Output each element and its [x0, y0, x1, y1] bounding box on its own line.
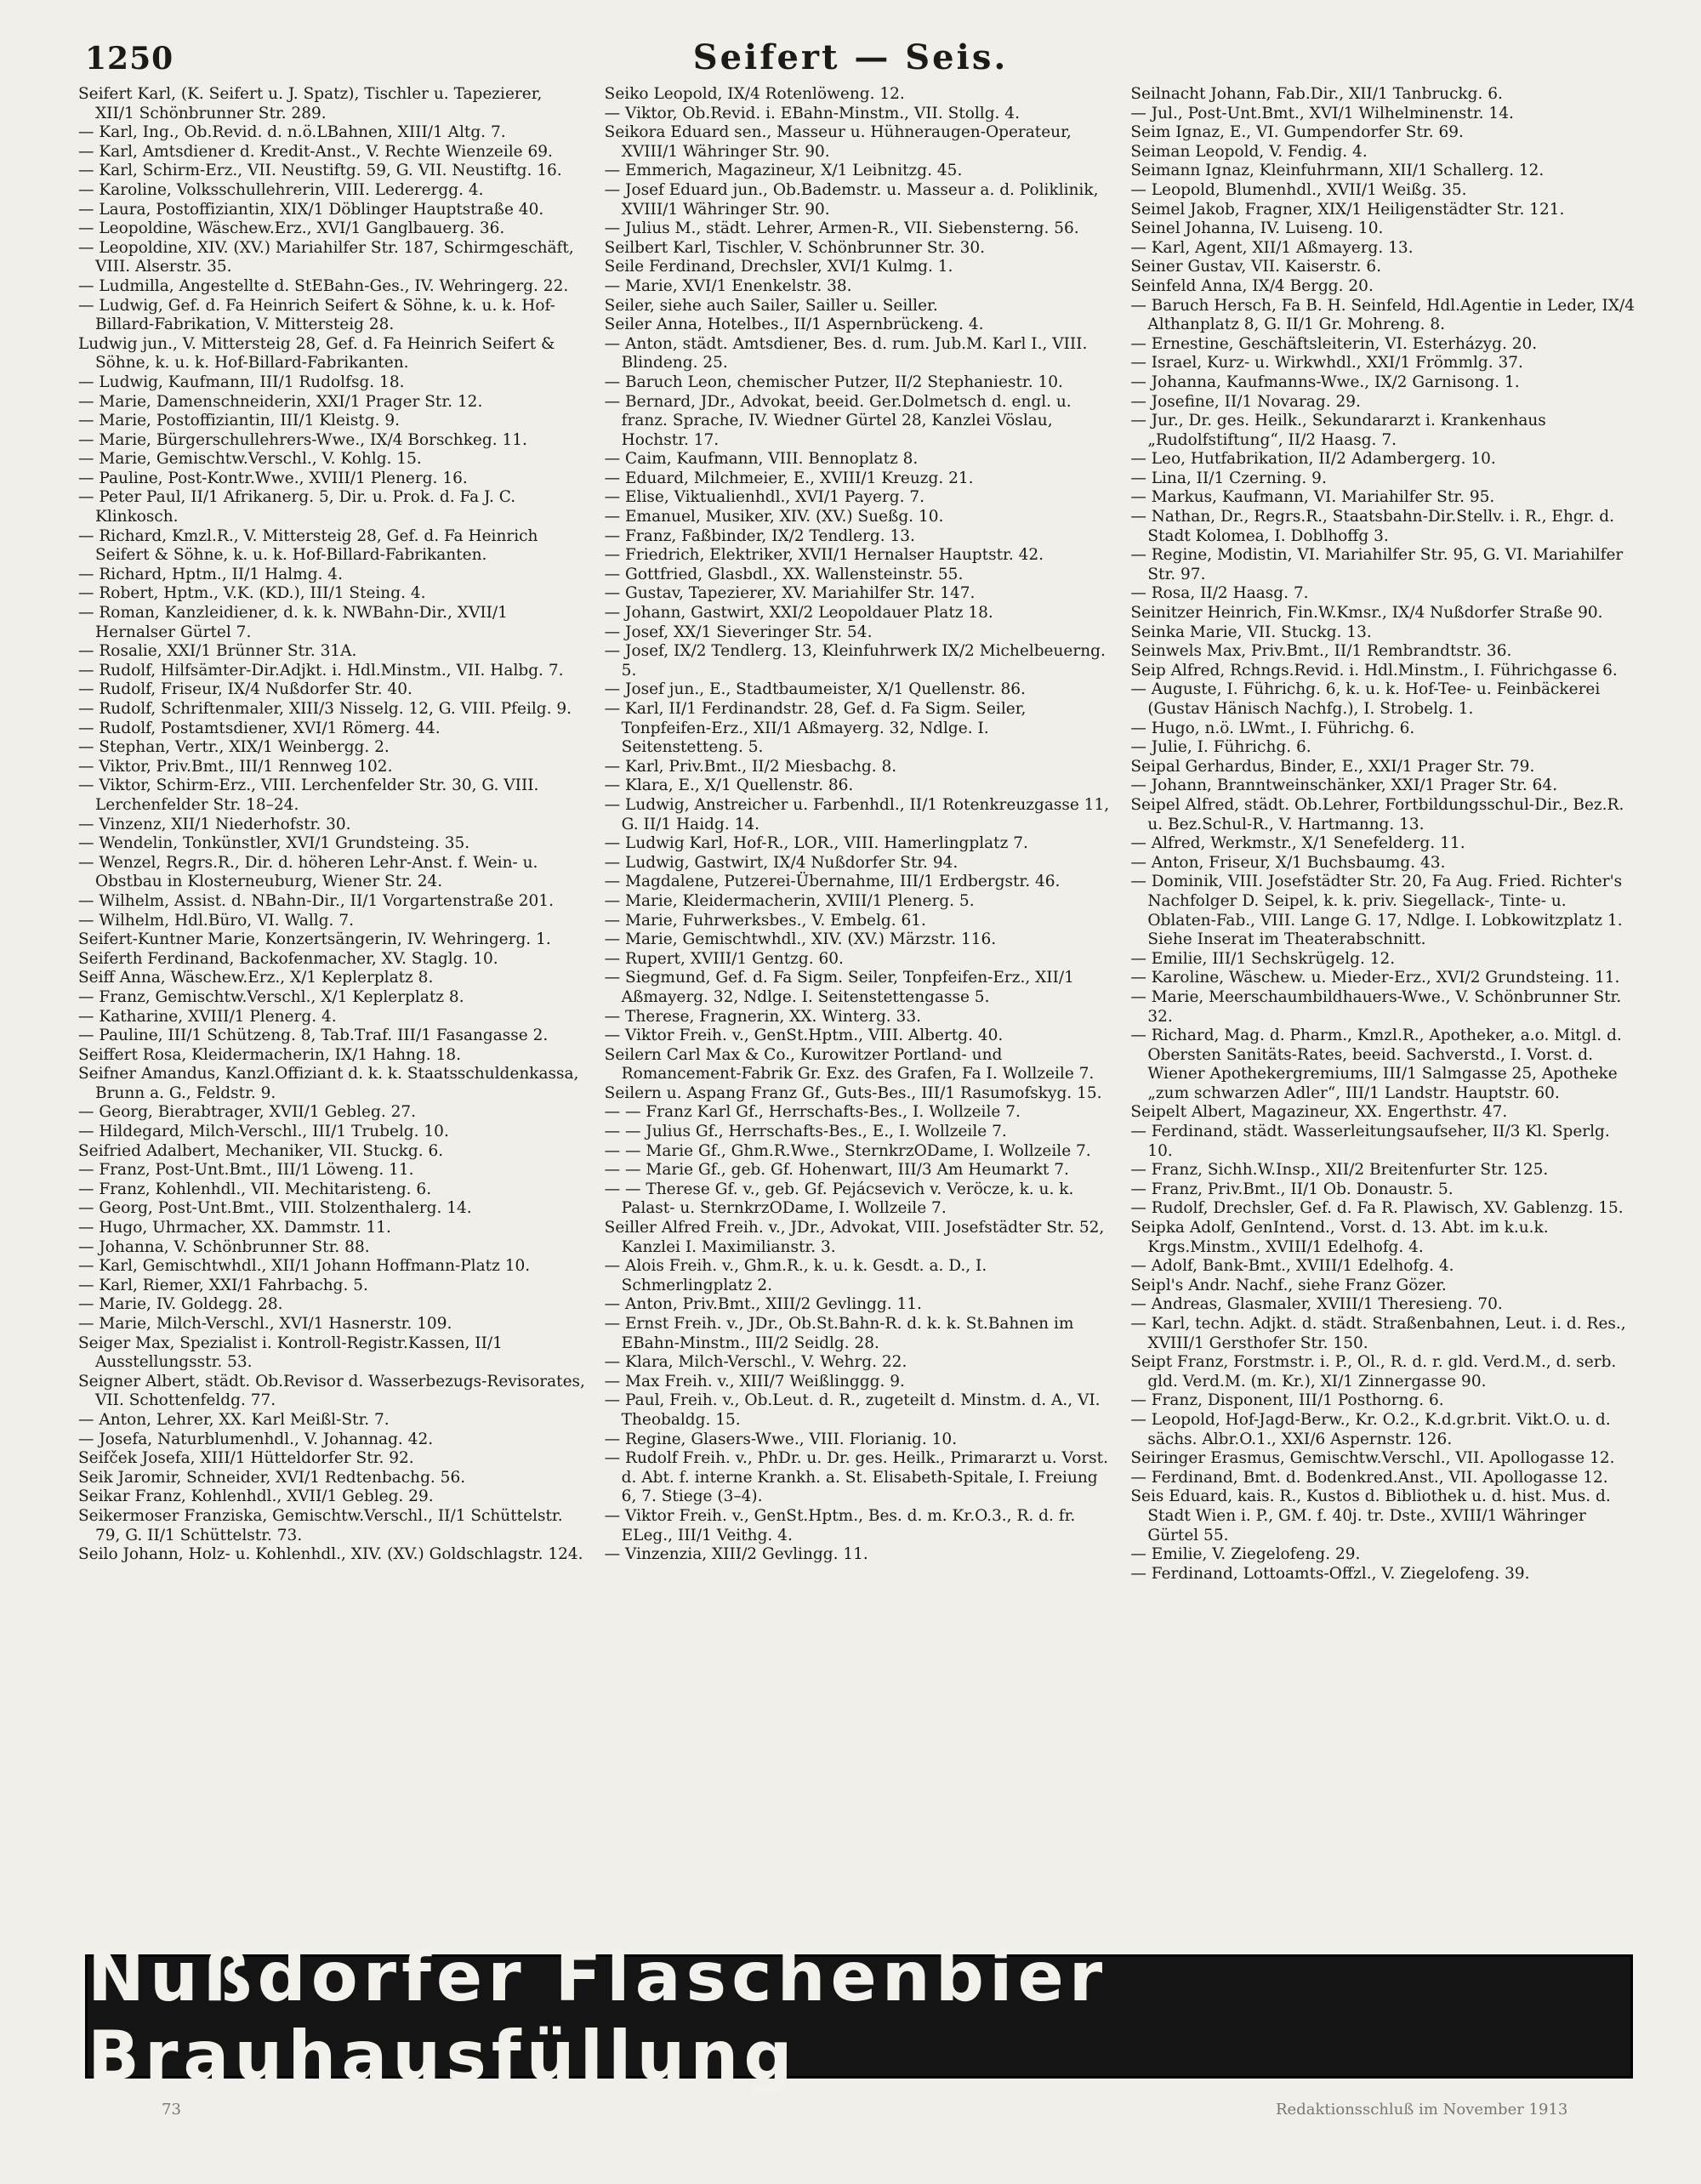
directory-entry: Seiner Gustav, VII. Kaiserstr. 6. — [1130, 258, 1382, 276]
directory-entry: Seiko Leopold, IX/4 Rotenlöweng. 12. — [604, 85, 905, 103]
directory-entry: — Ferdinand, städt. Wasserleitungsaufseher, II/3 Kl. Sperlg. 10. — [1130, 1123, 1610, 1160]
directory-entry: — Anton, städt. Amtsdiener, Bes. d. rum. Jub.M. Karl I., VIII. Blindeng. 25. — [604, 334, 1088, 373]
footer-mark-right: Redaktionsschluß im November 1913 — [1276, 2101, 1568, 2119]
directory-entry: — Marie, Kleidermacherin, XVIII/1 Plenerg. 5. — [604, 891, 975, 910]
directory-entry: — Leopoldine, XIV. (XV.) Mariahilfer Str. 187, Schirmgeschäft, VIII. Alserstr. 35. — [78, 238, 574, 276]
directory-entry: — Emmerich, Magazineur, X/1 Leibnitzg. 45. — [604, 162, 963, 180]
directory-entry: — Eduard, Milchmeier, E., XVIII/1 Kreuzg. 21. — [604, 469, 974, 487]
directory-entry: Seilbert Karl, Tischler, V. Schönbrunner Str. 30. — [604, 238, 986, 257]
directory-entry: — Auguste, I. Führichg. 6, k. u. k. Hof-Tee- u. Feinbäckerei (Gustav Hänisch Nachfg.), I. Strobelg. 1. — [1130, 680, 1601, 718]
directory-entry: — Wilhelm, Assist. d. NBahn-Dir., II/1 Vorgartenstraße 201. — [78, 891, 554, 910]
directory-entry: — Lina, II/1 Czerning. 9. — [1130, 469, 1327, 487]
directory-entry: — Julie, I. Führichg. 6. — [1130, 738, 1311, 757]
directory-entry: — Marie, Meerschaumbildhauers-Wwe., V. Schönbrunner Str. 32. — [1130, 987, 1622, 1026]
directory-entry: — Andreas, Glasmaler, XVIII/1 Theresieng. 70. — [1130, 1295, 1503, 1314]
directory-entry: — Vinzenzia, XIII/2 Gevlingg. 11. — [604, 1545, 868, 1564]
directory-entry: — Stephan, Vertr., XIX/1 Weinbergg. 2. — [78, 738, 390, 757]
directory-entry: — — Therese Gf. v., geb. Gf. Pejácsevich v. Veröcze, k. u. k. Palast- u. SternkrzODame, I. Wollzeile 7. — [604, 1180, 1074, 1218]
directory-entry: — Vinzenz, XII/1 Niederhofstr. 30. — [78, 815, 351, 833]
directory-entry: Seikermoser Franziska, Gemischtw.Verschl., II/1 Schüttelstr. 79, G. II/1 Schüttelstr. 73. — [78, 1506, 563, 1544]
directory-entry: — Ferdinand, Bmt. d. Bodenkred.Anst., VII. Apollogasse 12. — [1130, 1468, 1608, 1487]
directory-entry: — Viktor Freih. v., GenSt.Hptm., Bes. d. m. Kr.O.3., R. d. fr. ELeg., III/1 Veithg. 4. — [604, 1506, 1076, 1544]
directory-entry: — Peter Paul, II/1 Afrikanerg. 5, Dir. u. Prok. d. Fa J. C. Klinkosch. — [78, 488, 516, 526]
directory-entry: Seipelt Albert, Magazineur, XX. Engerthstr. 47. — [1130, 1103, 1508, 1122]
directory-entry: — Hugo, n.ö. LWmt., I. Führichg. 6. — [1130, 719, 1415, 737]
directory-entry: — Gottfried, Glasbdl., XX. Wallensteinstr. 55. — [604, 565, 964, 583]
directory-entry: Seipal Gerhardus, Binder, E., XXI/1 Prager Str. 79. — [1130, 757, 1535, 776]
directory-entry: — Johann, Branntweinschänker, XXI/1 Prager Str. 64. — [1130, 776, 1558, 795]
directory-entry: — Georg, Post-Unt.Bmt., VIII. Stolzenthalerg. 14. — [78, 1199, 472, 1218]
directory-entry: — — Marie Gf., geb. Gf. Hohenwart, III/3 Am Heumarkt 7. — [604, 1161, 1069, 1180]
directory-entry: — Josef, XX/1 Sieveringer Str. 54. — [604, 623, 873, 641]
directory-entry: — Leopold, Blumenhdl., XVII/1 Weißg. 35. — [1130, 180, 1467, 199]
directory-entry: — Franz, Disponent, III/1 Posthorng. 6. — [1130, 1391, 1444, 1410]
directory-entry: — Johanna, V. Schönbrunner Str. 88. — [78, 1237, 370, 1256]
page-number: 1250 — [85, 41, 174, 77]
directory-entry: — Roman, Kanzleidiener, d. k. k. NWBahn-Dir., XVII/1 Hernalser Gürtel 7. — [78, 604, 508, 641]
directory-entry: — Franz, Sichh.W.Insp., XII/2 Breitenfurter Str. 125. — [1130, 1161, 1549, 1180]
directory-entry: — Siegmund, Gef. d. Fa Sigm. Seiler, Tonpfeifen-Erz., XII/1 Aßmayerg. 32, Ndlge. I. Seitenstettengasse 5. — [604, 969, 1074, 1006]
directory-entry: — Rudolf Freih. v., PhDr. u. Dr. ges. Heilk., Primararzt u. Vorst. d. Abt. f. interne Krankh. a. St. Elisabeth-Spitale, I. Freiung 6, 7. Stiege (3–4). — [604, 1449, 1108, 1506]
directory-entry: — Franz, Priv.Bmt., II/1 Ob. Donaustr. 5. — [1130, 1180, 1454, 1198]
directory-entry: — Richard, Hptm., II/1 Halmg. 4. — [78, 565, 343, 583]
directory-column-right — [1130, 85, 1638, 1948]
directory-entry: — Josef jun., E., Stadtbaumeister, X/1 Quellenstr. 86. — [604, 680, 1026, 699]
directory-entry: — Marie, Fuhrwerksbes., V. Embelg. 61. — [604, 911, 926, 930]
directory-entry: — Magdalene, Putzerei-Übernahme, III/1 Erdbergstr. 46. — [604, 873, 1061, 891]
directory-entry: Seifert Karl, (K. Seifert u. J. Spatz), Tischler u. Tapezierer, XII/1 Schönbrunner Str. 289. — [78, 85, 543, 122]
directory-entry: — Anton, Priv.Bmt., XIII/2 Gevlingg. 11. — [604, 1295, 922, 1314]
directory-entry: — Ludmilla, Angestellte d. StEBahn-Ges., IV. Wehringerg. 22. — [78, 276, 569, 295]
directory-entry: — Karoline, Volksschullehrerin, VIII. Lederergg. 4. — [78, 180, 484, 199]
directory-entry: — Franz, Faßbinder, IX/2 Tendlerg. 13. — [604, 526, 915, 545]
directory-entry: Seinitzer Heinrich, Fin.W.Kmsr., IX/4 Nußdorfer Straße 90. — [1130, 604, 1603, 623]
directory-entry: — Baruch Leon, chemischer Putzer, II/2 Stephaniestr. 10. — [604, 373, 1063, 391]
directory-entry: — Dominik, VIII. Josefstädter Str. 20, Fa Aug. Fried. Richter's Nachfolger D. Seipel, k. k. priv. Siegellack-, Tinte- u. Oblaten-Fab., VIII. Lange G. 17, Ndlge. I. Lobkowitzplatz 1. Siehe Inserat im Theaterabschnitt. — [1130, 873, 1623, 949]
directory-entry: — Marie, IV. Goldegg. 28. — [78, 1295, 283, 1314]
directory-entry: — Karl, Riemer, XXI/1 Fahrbachg. 5. — [78, 1276, 368, 1294]
directory-entry: — Ernestine, Geschäftsleiterin, VI. Esterházyg. 20. — [1130, 334, 1538, 353]
directory-entry: — Friedrich, Elektriker, XVII/1 Hernalser Hauptstr. 42. — [604, 546, 1044, 565]
directory-entry: — Leopoldine, Wäschew.Erz., XVI/1 Ganglbauerg. 36. — [78, 219, 505, 238]
directory-entry: — Hugo, Uhrmacher, XX. Dammstr. 11. — [78, 1219, 391, 1237]
directory-entry: Seik Jaromir, Schneider, XVI/1 Redtenbachg. 56. — [78, 1468, 466, 1487]
directory-entry: — Viktor, Schirm-Erz., VIII. Lerchenfelder Str. 30, G. VIII. Lerchenfelder Str. 18–24. — [78, 776, 539, 814]
directory-entry: — Emilie, V. Ziegelofeng. 29. — [1130, 1545, 1361, 1564]
directory-entry: — Ludwig, Gef. d. Fa Heinrich Seifert & Söhne, k. u. k. Hof-Billard-Fabrikation, V. Mittersteig 28. — [78, 296, 555, 334]
directory-entry: — Marie, Postoffiziantin, III/1 Kleistg. 9. — [78, 412, 401, 430]
directory-entry: — Hildegard, Milch-Verschl., III/1 Trubelg. 10. — [78, 1123, 449, 1141]
directory-entry: — Jur., Dr. ges. Heilk., Sekundararzt i. Krankenhaus „Rudolfstiftung“, II/2 Haasg. 7. — [1130, 412, 1546, 449]
directory-entry: — Nathan, Dr., Regrs.R., Staatsbahn-Dir.Stellv. i. R., Ehgr. d. Stadt Kolomea, I. Doblhoffg 3. — [1130, 508, 1614, 545]
directory-entry: Seinwels Max, Priv.Bmt., II/1 Rembrandtstr. 36. — [1130, 642, 1512, 661]
directory-entry: — Paul, Freih. v., Ob.Leut. d. R., zugeteilt d. Minstm. d. A., VI. Theobaldg. 15. — [604, 1391, 1101, 1429]
directory-entry: — Rudolf, Postamtsdiener, XVI/1 Römerg. 44. — [78, 719, 441, 737]
directory-entry: Seilo Johann, Holz- u. Kohlenhdl., XIV. (XV.) Goldschlagstr. 124. — [78, 1545, 583, 1564]
directory-entry: Seikar Franz, Kohlenhdl., XVII/1 Gebleg. 29. — [78, 1487, 434, 1506]
directory-entry: — Gustav, Tapezierer, XV. Mariahilfer Str. 147. — [604, 584, 976, 603]
directory-entry: Seis Eduard, kais. R., Kustos d. Bibliothek u. d. hist. Mus. d. Stadt Wien i. P., GM. f. 40j. tr. Dste., XVIII/1 Währinger Gürtel 55. — [1130, 1487, 1611, 1544]
directory-entry: — Wenzel, Regrs.R., Dir. d. höheren Lehr-Anst. f. Wein- u. Obstbau in Klosterneuburg, Wiener Str. 24. — [78, 853, 538, 891]
directory-entry: — Klara, E., X/1 Quellenstr. 86. — [604, 776, 854, 795]
directory-entry: — Alois Freih. v., Ghm.R., k. u. k. Gesdt. a. D., I. Schmerlingplatz 2. — [604, 1257, 987, 1294]
directory-column-left — [78, 85, 586, 1948]
directory-entry: — Ludwig, Anstreicher u. Farbenhdl., II/1 Rotenkreuzgasse 11, G. II/1 Haidg. 14. — [604, 795, 1110, 833]
directory-entry: — Regine, Modistin, VI. Mariahilfer Str. 95, G. VI. Mariahilfer Str. 97. — [1130, 546, 1624, 583]
directory-entry: — Karl, techn. Adjkt. d. städt. Straßenbahnen, Leut. i. d. Res., XVIII/1 Gersthofer Str. 150. — [1130, 1315, 1626, 1352]
directory-entry: — Viktor, Priv.Bmt., III/1 Rennweg 102. — [78, 757, 393, 776]
directory-entry: — Rudolf, Schriftenmaler, XIII/3 Nisselg. 12, G. VIII. Pfeilg. 9. — [78, 700, 572, 718]
directory-entry: — Bernard, JDr., Advokat, beeid. Ger.Dolmetsch d. engl. u. franz. Sprache, IV. Wiedner Gürtel 28, Kanzlei Vöslau, Hochstr. 17. — [604, 392, 1072, 449]
directory-entry: — Rudolf, Hilfsämter-Dir.Adjkt. i. Hdl.Minstm., VII. Halbg. 7. — [78, 661, 564, 680]
directory-entry: — Rosa, II/2 Haasg. 7. — [1130, 584, 1309, 603]
directory-entry: Seipl's Andr. Nachf., siehe Franz Gözer. — [1130, 1276, 1447, 1294]
directory-entry: — Karl, Ing., Ob.Revid. d. n.ö.LBahnen, XIII/1 Altg. 7. — [78, 123, 506, 142]
directory-entry: — Wilhelm, Hdl.Büro, VI. Wallg. 7. — [78, 911, 354, 930]
directory-entry: Seinka Marie, VII. Stuckg. 13. — [1130, 623, 1372, 641]
directory-entry: Ludwig jun., V. Mittersteig 28, Gef. d. Fa Heinrich Seifert & Söhne, k. u. k. Hof-Billard-Fabrikanten. — [78, 334, 555, 373]
directory-entry: Seinfeld Anna, IX/4 Bergg. 20. — [1130, 276, 1374, 295]
directory-entry: — Rosalie, XXI/1 Brünner Str. 31A. — [78, 642, 357, 661]
directory-entry: — Georg, Bierabtrager, XVII/1 Gebleg. 27. — [78, 1103, 417, 1122]
directory-entry: Seinel Johanna, IV. Luiseng. 10. — [1130, 219, 1384, 238]
directory-entry: — Karl, Agent, XII/1 Aßmayerg. 13. — [1130, 238, 1414, 257]
directory-entry: — Emanuel, Musiker, XIV. (XV.) Sueßg. 10. — [604, 508, 944, 526]
directory-entry: Seiman Leopold, V. Fendig. 4. — [1130, 142, 1368, 161]
directory-entry: — Franz, Post-Unt.Bmt., III/1 Löweng. 11. — [78, 1161, 414, 1180]
directory-entry: Seilnacht Johann, Fab.Dir., XII/1 Tanbruckg. 6. — [1130, 85, 1503, 103]
directory-entry: — Ludwig, Gastwirt, IX/4 Nußdorfer Str. 94. — [604, 853, 959, 872]
directory-entry: — Caim, Kaufmann, VIII. Bennoplatz 8. — [604, 450, 919, 469]
directory-entry: Seiferth Ferdinand, Backofenmacher, XV. Staglg. 10. — [78, 949, 498, 968]
directory-entry: Seiler, siehe auch Sailer, Sailler u. Seiller. — [604, 296, 938, 315]
directory-entry: — Rupert, XVIII/1 Gentzg. 60. — [604, 949, 844, 968]
directory-entry: — Rudolf, Drechsler, Gef. d. Fa R. Plawisch, XV. Gablenzg. 15. — [1130, 1199, 1624, 1218]
directory-entry: — Pauline, Post-Kontr.Wwe., XVIII/1 Plenerg. 16. — [78, 469, 468, 487]
directory-entry: Seile Ferdinand, Drechsler, XVI/1 Kulmg. 1. — [604, 258, 953, 276]
directory-entry: — Elise, Viktualienhdl., XVI/1 Payerg. 7. — [604, 488, 925, 507]
directory-entry: — Markus, Kaufmann, VI. Mariahilfer Str. 95. — [1130, 488, 1495, 507]
directory-entry: Seikora Eduard sen., Masseur u. Hühneraugen-Operateur, XVIII/1 Währinger Str. 90. — [604, 123, 1072, 161]
directory-entry: Seifert-Kuntner Marie, Konzertsängerin, IV. Wehringerg. 1. — [78, 930, 551, 949]
directory-entry: — Anton, Lehrer, XX. Karl Meißl-Str. 7. — [78, 1410, 390, 1429]
directory-entry: Seifried Adalbert, Mechaniker, VII. Stuckg. 6. — [78, 1141, 444, 1160]
directory-entry: Seifner Amandus, Kanzl.Offiziant d. k. k. Staatsschuldenkassa, Brunn a. G., Feldstr. 9. — [78, 1065, 579, 1102]
directory-entry: — Wendelin, Tonkünstler, XVI/1 Grundsteing. 35. — [78, 834, 470, 853]
directory-entry: Seilern Carl Max & Co., Kurowitzer Portland- und Romancement-Fabrik Gr. Exz. des Grafen, Fa I. Wollzeile 7. — [604, 1045, 1095, 1083]
directory-entry: — Regine, Glasers-Wwe., VIII. Florianig. 10. — [604, 1430, 958, 1448]
directory-entry: — Emilie, III/1 Sechskrügelg. 12. — [1130, 949, 1396, 968]
directory-entry: — — Franz Karl Gf., Herrschafts-Bes., I. Wollzeile 7. — [604, 1103, 1021, 1122]
directory-entry: Seiller Alfred Freih. v., JDr., Advokat, VIII. Josefstädter Str. 52, Kanzlei I. Maximilianstr. 3. — [604, 1219, 1105, 1256]
directory-entry: — Baruch Hersch, Fa B. H. Seinfeld, Hdl.Agentie in Leder, IX/4 Althanplatz 8, G. II/1 Gr. Mohreng. 8. — [1130, 296, 1636, 334]
directory-entry: — Karl, Schirm-Erz., VII. Neustiftg. 59, G. VII. Neustiftg. 16. — [78, 162, 562, 180]
directory-entry: — Marie, Milch-Verschl., XVI/1 Hasnerstr. 109. — [78, 1315, 452, 1333]
directory-entry: — Karl, Amtsdiener d. Kredit-Anst., V. Rechte Wienzeile 69. — [78, 142, 553, 161]
directory-entry: — Josef Eduard jun., Ob.Bademstr. u. Masseur a. d. Poliklinik, XVIII/1 Währinger Str. 90. — [604, 180, 1099, 219]
directory-entry: — Laura, Postoffiziantin, XIX/1 Döblinger Hauptstraße 40. — [78, 200, 544, 219]
directory-entry: — Anton, Friseur, X/1 Buchsbaumg. 43. — [1130, 853, 1446, 872]
directory-entry: — Katharine, XVIII/1 Plenerg. 4. — [78, 1007, 337, 1026]
directory-entry: Seiger Max, Spezialist i. Kontroll-Registr.Kassen, II/1 Ausstellungsstr. 53. — [78, 1334, 503, 1372]
directory-entry: — Leopold, Hof-Jagd-Berw., Kr. O.2., K.d.gr.brit. Vikt.O. u. d. sächs. Albr.O.1., XXI/6 Aspernstr. 126. — [1130, 1410, 1611, 1448]
advertisement-banner: Nußdorfer Flaschenbier Brauhausfüllung — [85, 1954, 1633, 2079]
directory-entry: — Marie, Gemischtwhdl., XIV. (XV.) Märzstr. 116. — [604, 930, 997, 949]
directory-entry: Seiringer Erasmus, Gemischtw.Verschl., VII. Apollogasse 12. — [1130, 1449, 1615, 1468]
directory-entry: Seiler Anna, Hotelbes., II/1 Aspernbrückeng. 4. — [604, 316, 984, 334]
directory-entry: Seifček Josefa, XIII/1 Hütteldorfer Str. 92. — [78, 1449, 414, 1468]
directory-entry: — Josef, IX/2 Tendlerg. 13, Kleinfuhrwerk IX/2 Michelbeuerng. 5. — [604, 642, 1106, 680]
directory-entry: — Adolf, Bank-Bmt., XVIII/1 Edelhofg. 4. — [1130, 1257, 1454, 1276]
directory-entry: — Franz, Gemischtw.Verschl., X/1 Keplerplatz 8. — [78, 987, 464, 1006]
directory-entry: — Robert, Hptm., V.K. (KD.), III/1 Steing. 4. — [78, 584, 426, 603]
directory-entry: — Johanna, Kaufmanns-Wwe., IX/2 Garnisong. 1. — [1130, 373, 1520, 391]
directory-entry: — Julius M., städt. Lehrer, Armen-R., VII. Siebensterng. 56. — [604, 219, 1079, 238]
directory-entry: Seim Ignaz, E., VI. Gumpendorfer Str. 69. — [1130, 123, 1464, 142]
directory-entry: — Ernst Freih. v., JDr., Ob.St.Bahn-R. d. k. k. St.Bahnen im EBahn-Minstm., III/2 Seidlg. 28. — [604, 1315, 1074, 1352]
directory-entry: — Therese, Fragnerin, XX. Winterg. 33. — [604, 1007, 921, 1026]
directory-entry: — Josefa, Naturblumenhdl., V. Johannag. 42. — [78, 1430, 434, 1448]
directory-entry: Seilern u. Aspang Franz Gf., Guts-Bes., III/1 Rasumofskyg. 15. — [604, 1083, 1102, 1102]
directory-entry: — Marie, Gemischtw.Verschl., V. Kohlg. 15. — [78, 450, 422, 469]
directory-entry: — Israel, Kurz- u. Wirkwhdl., XXI/1 Frömmlg. 37. — [1130, 354, 1523, 373]
directory-entry: — Karl, Priv.Bmt., II/2 Miesbachg. 8. — [604, 757, 897, 776]
directory-entry: — Marie, Damenschneiderin, XXI/1 Prager Str. 12. — [78, 392, 483, 411]
directory-entry: — Max Freih. v., XIII/7 Weißlinggg. 9. — [604, 1372, 905, 1391]
directory-entry: — Pauline, III/1 Schützeng. 8, Tab.Traf. III/1 Fasangasse 2. — [78, 1027, 549, 1045]
directory-entry: — Ludwig, Kaufmann, III/1 Rudolfsg. 18. — [78, 373, 405, 391]
directory-entry: — Ferdinand, Lottoamts-Offzl., V. Ziegelofeng. 39. — [1130, 1564, 1530, 1583]
directory-entry: — — Julius Gf., Herrschafts-Bes., E., I. Wollzeile 7. — [604, 1123, 1007, 1141]
directory-entry: Seip Alfred, Rchngs.Revid. i. Hdl.Minstm., I. Führichgasse 6. — [1130, 661, 1618, 680]
directory-entry: — Ludwig Karl, Hof-R., LOR., VIII. Hamerlingplatz 7. — [604, 834, 1028, 853]
directory-entry: Seiffert Rosa, Kleidermacherin, IX/1 Hahng. 18. — [78, 1045, 461, 1064]
directory-entry: — Marie, Bürgerschullehrers-Wwe., IX/4 Borschkeg. 11. — [78, 430, 527, 449]
directory-entry: Seimel Jakob, Fragner, XIX/1 Heiligenstädter Str. 121. — [1130, 200, 1565, 219]
footer-mark-left: 73 — [162, 2101, 181, 2119]
directory-entry: Seigner Albert, städt. Ob.Revisor d. Wasserbezugs-Revisorates, VII. Schottenfeldg. 77. — [78, 1372, 585, 1410]
running-head: Seifert — Seis. — [692, 37, 1009, 77]
directory-entry: — — Marie Gf., Ghm.R.Wwe., SternkrzODame, I. Wollzeile 7. — [604, 1141, 1091, 1160]
directory-entry: — Viktor, Ob.Revid. i. EBahn-Minstm., VII. Stollg. 4. — [604, 104, 1020, 122]
directory-entry: — Richard, Kmzl.R., V. Mittersteig 28, Gef. d. Fa Heinrich Seifert & Söhne, k. u. k. Hof-Billard-Fabrikanten. — [78, 526, 538, 565]
directory-entry: — Klara, Milch-Verschl., V. Wehrg. 22. — [604, 1353, 907, 1372]
directory-entry: — Leo, Hutfabrikation, II/2 Adambergerg. 10. — [1130, 450, 1496, 469]
directory-entry: — Jul., Post-Unt.Bmt., XVI/1 Wilhelminenstr. 14. — [1130, 104, 1514, 122]
directory-columns — [78, 85, 1638, 1948]
directory-entry: — Franz, Kohlenhdl., VII. Mechitaristeng. 6. — [78, 1180, 432, 1198]
directory-entry: — Richard, Mag. d. Pharm., Kmzl.R., Apotheker, a.o. Mitgl. d. Obersten Sanitäts-Rates, beeid. Sachverstd., I. Vorst. d. Wiener Apothekergremiums, III/1 Salmgasse 25, Apotheke „zum schwarzen Adler“, III/1 Landstr. Hauptstr. 60. — [1130, 1027, 1622, 1102]
directory-entry: Seiff Anna, Wäschew.Erz., X/1 Keplerplatz 8. — [78, 969, 434, 987]
directory-entry: — Alfred, Werkmstr., X/1 Senefelderg. 11. — [1130, 834, 1465, 853]
directory-entry: Seipt Franz, Forstmstr. i. P., Ol., R. d. r. gld. Verd.M., d. serb. gld. Verd.M. (m. Kr.), XI/1 Zinnergasse 90. — [1130, 1353, 1617, 1391]
directory-entry: Seimann Ignaz, Kleinfuhrmann, XII/1 Schallerg. 12. — [1130, 162, 1545, 180]
directory-column-middle — [605, 85, 1112, 1948]
directory-entry: — Marie, XVI/1 Enenkelstr. 38. — [604, 276, 852, 295]
directory-entry: — Viktor Freih. v., GenSt.Hptm., VIII. Albertg. 40. — [604, 1027, 1004, 1045]
directory-entry: — Rudolf, Friseur, IX/4 Nußdorfer Str. 40. — [78, 680, 412, 699]
directory-entry: Seipel Alfred, städt. Ob.Lehrer, Fortbildungsschul-Dir., Bez.R. u. Bez.Schul-R., V. Hartmanng. 13. — [1130, 795, 1624, 833]
directory-entry: Seipka Adolf, GenIntend., Vorst. d. 13. Abt. im k.u.k. Krgs.Minstm., XVIII/1 Edelhofg. 4. — [1130, 1219, 1549, 1256]
directory-entry: — Karoline, Wäschew. u. Mieder-Erz., XVI/2 Grundsteing. 11. — [1130, 969, 1620, 987]
directory-entry: — Karl, II/1 Ferdinandstr. 28, Gef. d. Fa Sigm. Seiler, Tonpfeifen-Erz., XII/1 Aßmayerg. 32, Ndlge. I. Seitenstetteng. 5. — [604, 700, 1027, 757]
directory-entry: — Josefine, II/1 Novarag. 29. — [1130, 392, 1361, 411]
directory-entry: — Karl, Gemischtwhdl., XII/1 Johann Hoffmann-Platz 10. — [78, 1257, 531, 1276]
directory-entry: — Johann, Gastwirt, XXI/2 Leopoldauer Platz 18. — [604, 604, 993, 623]
